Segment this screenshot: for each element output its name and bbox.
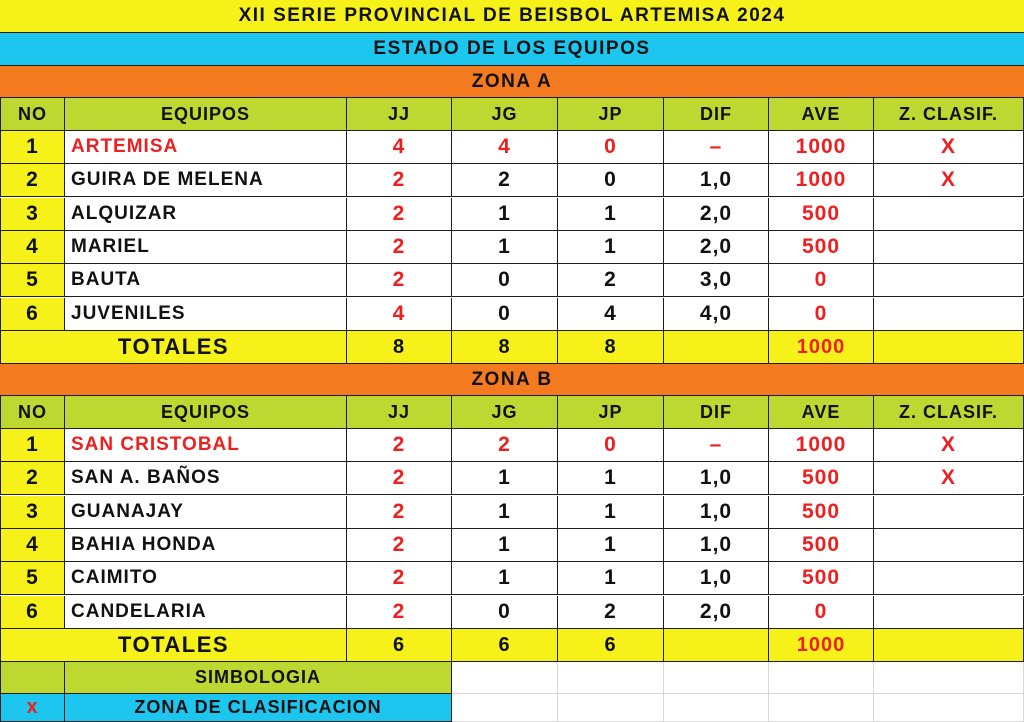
zona-b-totals-row [0,629,1024,662]
cell-dif: 1,0 [664,462,769,495]
totals-jg: 6 [452,629,558,662]
header-ave: AVE [769,396,874,429]
cell-dif: 2,0 [664,198,769,231]
header-jp: JP [558,98,664,131]
legend-title: SIMBOLOGIA [65,662,452,694]
cell-jg: 1 [452,562,558,595]
table-row [0,164,1024,197]
header-zclasif: Z. CLASIF. [874,98,1024,131]
row-number: 6 [0,298,65,331]
totals-ave: 1000 [769,629,874,662]
cell-ave: 500 [769,496,874,529]
table-row [0,264,1024,297]
sheet-title: XII SERIE PROVINCIAL DE BEISBOL ARTEMISA 2024 [0,0,1024,33]
table-row [0,496,1024,529]
totals-dif [664,629,769,662]
row-number: 1 [0,429,65,462]
row-number: 5 [0,562,65,595]
cell-zclasif: X [874,164,1024,197]
row-number: 4 [0,529,65,562]
zona-b-column-headers [0,396,1024,429]
cell-jg: 1 [452,462,558,495]
row-number: 1 [0,131,65,164]
cell-jp: 0 [558,164,664,197]
table-row [0,198,1024,231]
cell-jj: 2 [347,596,452,629]
zona-b-header: ZONA B [0,364,1024,396]
team-name: BAUTA [65,264,347,297]
cell-dif: 1,0 [664,164,769,197]
totals-ave: 1000 [769,331,874,364]
cell-ave: 500 [769,198,874,231]
cell-jp: 1 [558,562,664,595]
cell-zclasif [874,596,1024,629]
table-row [0,596,1024,629]
cell-dif: 1,0 [664,562,769,595]
header-jp: JP [558,396,664,429]
cell-jp: 0 [558,429,664,462]
team-name: GUANAJAY [65,496,347,529]
cell-jj: 2 [347,264,452,297]
cell-jg: 0 [452,596,558,629]
totals-jp: 6 [558,629,664,662]
cell-ave: 0 [769,596,874,629]
cell-jp: 1 [558,462,664,495]
header-jj: JJ [347,98,452,131]
cell-jp: 1 [558,198,664,231]
zona-a-column-headers [0,98,1024,131]
cell-dif: 1,0 [664,529,769,562]
cell-dif: 4,0 [664,298,769,331]
cell-dif: – [664,131,769,164]
cell-zclasif [874,562,1024,595]
cell-jp: 2 [558,264,664,297]
cell-zclasif: X [874,429,1024,462]
totals-jj: 8 [347,331,452,364]
cell-dif: 2,0 [664,231,769,264]
cell-jp: 4 [558,298,664,331]
table-row [0,462,1024,495]
table-row [0,131,1024,164]
header-equipos: EQUIPOS [65,98,347,131]
table-row [0,562,1024,595]
table-row [0,529,1024,562]
team-name: MARIEL [65,231,347,264]
cell-jg: 1 [452,198,558,231]
table-row [0,231,1024,264]
legend-corner [0,662,65,694]
sheet-subtitle: ESTADO DE LOS EQUIPOS [0,33,1024,66]
cell-ave: 500 [769,462,874,495]
cell-ave: 1000 [769,164,874,197]
cell-jp: 2 [558,596,664,629]
team-name: ARTEMISA [65,131,347,164]
totals-jp: 8 [558,331,664,364]
team-name: CAIMITO [65,562,347,595]
cell-zclasif [874,529,1024,562]
cell-jj: 2 [347,164,452,197]
cell-jj: 2 [347,529,452,562]
header-jg: JG [452,396,558,429]
cell-jj: 2 [347,231,452,264]
cell-jp: 1 [558,529,664,562]
cell-jg: 2 [452,164,558,197]
row-number: 3 [0,198,65,231]
cell-jg: 1 [452,231,558,264]
header-dif: DIF [664,98,769,131]
totals-label: TOTALES [0,331,347,364]
cell-jp: 1 [558,496,664,529]
cell-zclasif [874,231,1024,264]
table-row [0,429,1024,462]
cell-zclasif [874,496,1024,529]
legend-title-row [0,662,1024,694]
row-number: 5 [0,264,65,297]
cell-ave: 500 [769,562,874,595]
totals-jj: 6 [347,629,452,662]
header-jj: JJ [347,396,452,429]
totals-label: TOTALES [0,629,347,662]
row-number: 6 [0,596,65,629]
cell-zclasif [874,198,1024,231]
cell-jg: 2 [452,429,558,462]
cell-jj: 2 [347,496,452,529]
cell-zclasif: X [874,462,1024,495]
cell-jj: 4 [347,131,452,164]
header-jg: JG [452,98,558,131]
zona-a-totals-row [0,331,1024,364]
table-row [0,298,1024,331]
cell-ave: 1000 [769,429,874,462]
totals-dif [664,331,769,364]
cell-jj: 2 [347,562,452,595]
cell-jg: 1 [452,496,558,529]
cell-dif: 1,0 [664,496,769,529]
header-dif: DIF [664,396,769,429]
cell-jj: 4 [347,298,452,331]
team-name: CANDELARIA [65,596,347,629]
header-equipos: EQUIPOS [65,396,347,429]
cell-dif: – [664,429,769,462]
cell-jj: 2 [347,429,452,462]
zona-a-header: ZONA A [0,66,1024,98]
team-name: GUIRA DE MELENA [65,164,347,197]
totals-zclasif [874,629,1024,662]
row-number: 2 [0,164,65,197]
header-no: NO [0,396,65,429]
cell-zclasif: X [874,131,1024,164]
team-name: JUVENILES [65,298,347,331]
row-number: 2 [0,462,65,495]
team-name: BAHIA HONDA [65,529,347,562]
cell-jg: 4 [452,131,558,164]
cell-ave: 500 [769,231,874,264]
header-ave: AVE [769,98,874,131]
cell-ave: 1000 [769,131,874,164]
legend-symbol: x [0,694,65,722]
cell-jg: 0 [452,298,558,331]
header-zclasif: Z. CLASIF. [874,396,1024,429]
row-number: 4 [0,231,65,264]
cell-jj: 2 [347,462,452,495]
legend-entry-row [0,694,1024,722]
cell-jg: 1 [452,529,558,562]
totals-zclasif [874,331,1024,364]
cell-ave: 500 [769,529,874,562]
header-no: NO [0,98,65,131]
cell-zclasif [874,264,1024,297]
cell-jj: 2 [347,198,452,231]
cell-dif: 2,0 [664,596,769,629]
cell-ave: 0 [769,264,874,297]
team-name: ALQUIZAR [65,198,347,231]
totals-jg: 8 [452,331,558,364]
team-name: SAN A. BAÑOS [65,462,347,495]
row-number: 3 [0,496,65,529]
cell-zclasif [874,298,1024,331]
cell-jg: 0 [452,264,558,297]
cell-jp: 1 [558,231,664,264]
legend-text: ZONA DE CLASIFICACION [65,694,452,722]
cell-ave: 0 [769,298,874,331]
team-name: SAN CRISTOBAL [65,429,347,462]
cell-jp: 0 [558,131,664,164]
cell-dif: 3,0 [664,264,769,297]
